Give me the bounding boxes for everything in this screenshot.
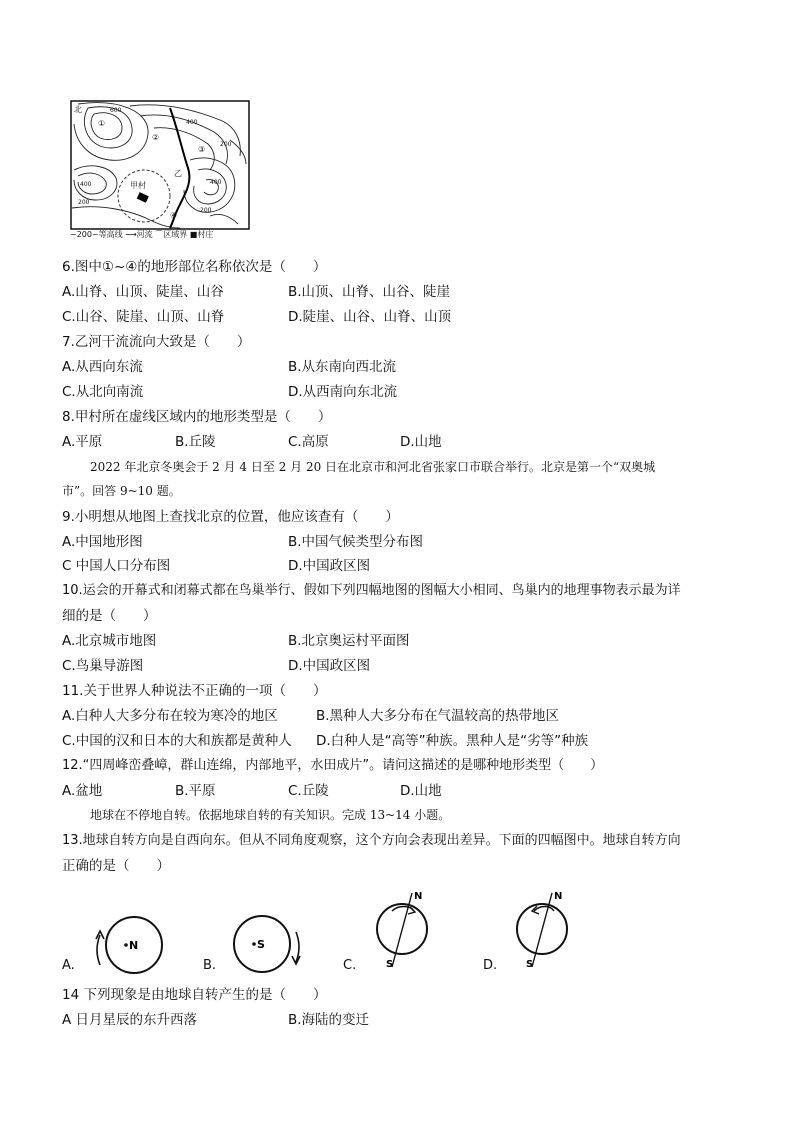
q8-option-a: A.平原 — [62, 434, 103, 450]
village-label: 甲村 — [130, 181, 146, 190]
contour-label: 200 — [200, 207, 212, 214]
globe-d-south-label: S — [526, 959, 534, 970]
q12-option-c: C.丘陵 — [288, 783, 329, 799]
topographic-map — [70, 100, 250, 230]
map-number-4: ④ — [170, 211, 178, 220]
q12-option-a: A.盆地 — [62, 783, 103, 799]
question-11-stem: 11.关于世界人种说法不正确的一项（ ） — [62, 683, 327, 699]
globe-c-north-label: N — [414, 891, 423, 902]
contour-label: 400 — [80, 181, 92, 188]
question-9-stem: 9.小明想从地图上查找北京的位置，他应该查有（ ） — [62, 509, 399, 525]
passage-winter-olympics-line2: 市”。回答 9~10 题。 — [62, 484, 181, 498]
q10-option-d: D.中国政区图 — [288, 658, 371, 674]
q13-option-d: D. — [483, 958, 498, 973]
globe-b-drawing — [222, 912, 306, 976]
q10-option-b: B.北京奥运村平面图 — [288, 633, 410, 649]
q12-option-d: D.山地 — [400, 783, 442, 799]
q6-option-a: A.山脊、山顶、陡崖、山谷 — [62, 284, 224, 300]
contour-label: 400 — [186, 119, 198, 126]
q14-option-a: A 日月星辰的东升西落 — [62, 1012, 198, 1028]
q7-option-c: C.从北向南流 — [62, 384, 144, 400]
question-13-stem-line1: 13.地球自转方向是自西向东。但从不同角度观察，这个方向会表现出差异。下面的四幅图中。地球自转方向 — [62, 833, 681, 848]
north-label: 北 — [74, 105, 82, 114]
contour-map-drawing — [70, 100, 250, 230]
q6-option-c: C.山谷、陡崖、山顶、山脊 — [62, 309, 225, 325]
q13-option-b: B. — [203, 958, 217, 973]
q7-option-b: B.从东南向西北流 — [288, 359, 397, 375]
q14-option-b: B.海陆的变迁 — [288, 1012, 370, 1028]
globe-d-north-label: N — [554, 891, 563, 902]
globe-a-pole-label: N — [129, 939, 139, 952]
globe-d-drawing — [510, 885, 580, 971]
globe-a-drawing — [92, 915, 176, 979]
question-13-stem-line2: 正确的是（ ） — [62, 858, 170, 874]
globe-c-drawing — [370, 885, 440, 971]
q8-option-c: C.高原 — [288, 434, 329, 450]
map-number-2: ② — [152, 133, 160, 142]
question-10-stem-line1: 10.运会的开幕式和闭幕式都在鸟巢举行、假如下列四幅地图的图幅大小相同、鸟巢内的地理事物表示最为详 — [62, 583, 681, 598]
question-14-stem: 14 下列现象是由地球自转产生的是（ ） — [62, 987, 327, 1003]
q9-option-d: D.中国政区图 — [288, 558, 371, 574]
q11-option-c: C.中国的汉和日本的大和族都是黄种人 — [62, 733, 292, 749]
q13-option-a: A. — [62, 958, 75, 973]
question-10-stem-line2: 细的是（ ） — [62, 608, 157, 624]
question-8-stem: 8.甲村所在虚线区域内的地形类型是（ ） — [62, 409, 332, 425]
q9-option-b: B.中国气候类型分布图 — [288, 534, 424, 550]
q10-option-a: A.北京城市地图 — [62, 633, 157, 649]
q12-option-b: B.平原 — [175, 783, 216, 799]
river-label: 乙 — [174, 169, 182, 178]
question-12-stem: 12.“四周峰峦叠嶂，群山连绵，内部地平，水田成片”。请问这描述的是哪种地形类型（ ） — [62, 758, 604, 773]
globe-b-pole-label: S — [257, 938, 265, 951]
map-number-3: ③ — [198, 145, 206, 154]
question-6-stem: 6.图中①~④的地形部位名称依次是（ ） — [62, 259, 327, 275]
q8-option-d: D.山地 — [400, 434, 442, 450]
q7-option-a: A.从西向东流 — [62, 359, 143, 375]
map-legend: ~200~等高线 ⟶河流 ⌒区域界 ■村庄 — [70, 230, 214, 239]
q10-option-c: C.鸟巢导游图 — [62, 658, 144, 674]
q6-option-b: B.山顶、山脊、山谷、陡崖 — [288, 284, 451, 300]
q8-option-b: B.丘陵 — [175, 434, 216, 450]
q6-option-d: D.陡崖、山谷、山脊、山顶 — [288, 309, 452, 325]
contour-label: 200 — [220, 141, 232, 148]
map-number-1: ① — [98, 119, 106, 128]
q13-option-c: C. — [343, 958, 357, 973]
q11-option-a: A.白种人大多分布在较为寒冷的地区 — [62, 708, 278, 724]
contour-label: 600 — [110, 107, 122, 114]
contour-label: 400 — [210, 179, 222, 186]
q7-option-d: D.从西南向东北流 — [288, 384, 398, 400]
contour-label: 200 — [78, 199, 90, 206]
globe-c-south-label: S — [386, 959, 394, 970]
passage-earth-rotation: 地球在不停地自转。依据地球自转的有关知识。完成 13~14 小题。 — [90, 808, 451, 822]
q11-option-b: B.黑种人大多分布在气温较高的热带地区 — [316, 708, 560, 724]
q9-option-c: C 中国人口分布图 — [62, 558, 171, 574]
q11-option-d: D.白种人是“高等”种族。黑种人是“劣等”种族 — [316, 733, 589, 749]
question-7-stem: 7.乙河干流流向大致是（ ） — [62, 334, 251, 350]
q9-option-a: A.中国地形图 — [62, 534, 143, 550]
passage-winter-olympics-line1: 2022 年北京冬奥会于 2 月 4 日至 2 月 20 日在北京市和河北省张家口市联合举行。北京是第一个“双奥城 — [90, 460, 656, 474]
